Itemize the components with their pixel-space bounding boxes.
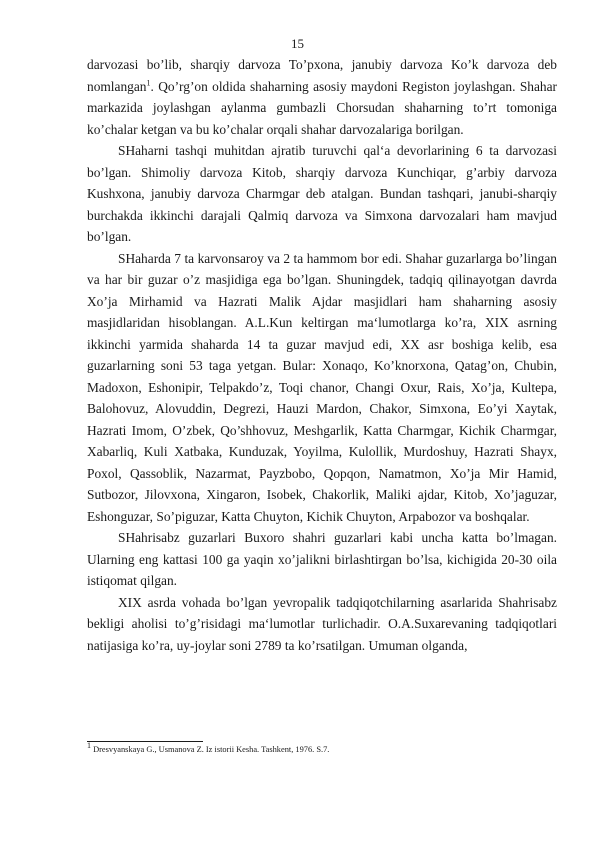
paragraph-text: darvozasi bo’lib, sharqiy darvoza To’pxona, janubiy darvoza Ko’k darvoza deb nomlangan (87, 57, 557, 94)
footnote (87, 741, 557, 755)
footnote-reference: 1 (146, 78, 151, 88)
footnote-marker: 1 (87, 741, 91, 751)
footnote-text: Dresvyanskaya G., Usmanova Z. Iz istorii Kesha. Tashkent, 1976. S.7. (91, 745, 330, 754)
paragraph: SHahrisabz guzarlari Buxoro shahri guzarlari kabi uncha katta bo’lmagan. Ularning eng kattasi 100 ga yaqin xo’jalikni birlashtirgan bo’lsa, kichigida 20-30 oila istiqomat qilgan. (87, 530, 557, 588)
paragraph: SHaharni tashqi muhitdan ajratib turuvchi qal‘a devorlarining 6 ta darvozasi bo’lgan. Shimoliy darvoza Kitob, sharqiy darvoza Kunchiqar, g’arbiy darvoza Kushxona, janubiy darvoza Charmgar deb atalgan. Bundan tashqari, janubi-sharqiy burchakda ikkinchi darajali Qalmiq darvoza va Simxona darvozalari ham mavjud bo’lgan. (87, 143, 557, 244)
document-body (87, 54, 557, 656)
paragraph: SHaharda 7 ta karvonsaroy va 2 ta hammom bor edi. Shahar guzarlarga bo’lingan va har bir guzar o’z masjidiga ega bo’lgan. Shuningdek, tadqiq qilinayotgan davrda Xo’ja Mirhamid va Hazrati Malik Ajdar masjidlari ham shaharning asosiy masjidlaridan hisoblangan. A.L.Kun keltirgan ma‘lumotlarga ko’ra, XIX asrning ikkinchi yarmida shaharda 14 ta guzar mavjud edi, XX asr boshiga kelib, esa guzarlarning soni 53 taga yetgan. Bular: Xonaqo, Ko’knorxona, Qatag’on, Chubin, Madoxon, Eshonipir, Telpakdo’z, Toqi chanor, Changi Oxur, Rais, Xo’ja, Kultepa, Balohovuz, Alovuddin, Degrezi, Hauzi Mardon, Chakor, Simxona, Eo’yi Xaytak, Hazrati Imom, O’zbek, Qo’shhovuz, Meshgarlik, Katta Charmgar, Kichik Charmgar, Xabarliq, Kuli Xatbaka, Kunduzak, Yoyilma, Kulollik, Murdoshuy, Hazrati Shayx, Poxol, Qassoblik, Nazarmat, Payzbobo, Qopqon, Namatmon, Xo’ja Mir Hamid, Sutbozor, Jilovxona, Xingaron, Isobek, Chakorlik, Maliki ajdar, Kitob, Xo’jaguzar, Eshonguzar, So’piguzar, Katta Chuyton, Kichik Chuyton, Arpabozor va boshqalar. (87, 250, 557, 524)
paragraph-text: . Qo’rg’on oldida shaharning asosiy maydoni Registon joylashgan. Shahar markazida joylashgan aylanma gumbazli Chorsudan shaharning to’rt tomoniga ko’chalar ketgan va bu ko’chalar orqali shahar darvozalariga borilgan. (87, 78, 557, 137)
footnote-divider (87, 741, 203, 742)
page-number: 15 (291, 36, 304, 51)
paragraph: XIX asrda vohada bo’lgan yevropalik tadqiqotchilarning asarlarida Shahrisabz bekligi aholisi to’g’risidagi ma‘lumotlar turlichadir. O.A.Suxarevaning tadqiqotlari natijasiga ko’ra, uy-joylar soni 2789 ta ko’rsatilgan. Umuman olganda, (87, 594, 557, 653)
paragraph (87, 54, 557, 140)
